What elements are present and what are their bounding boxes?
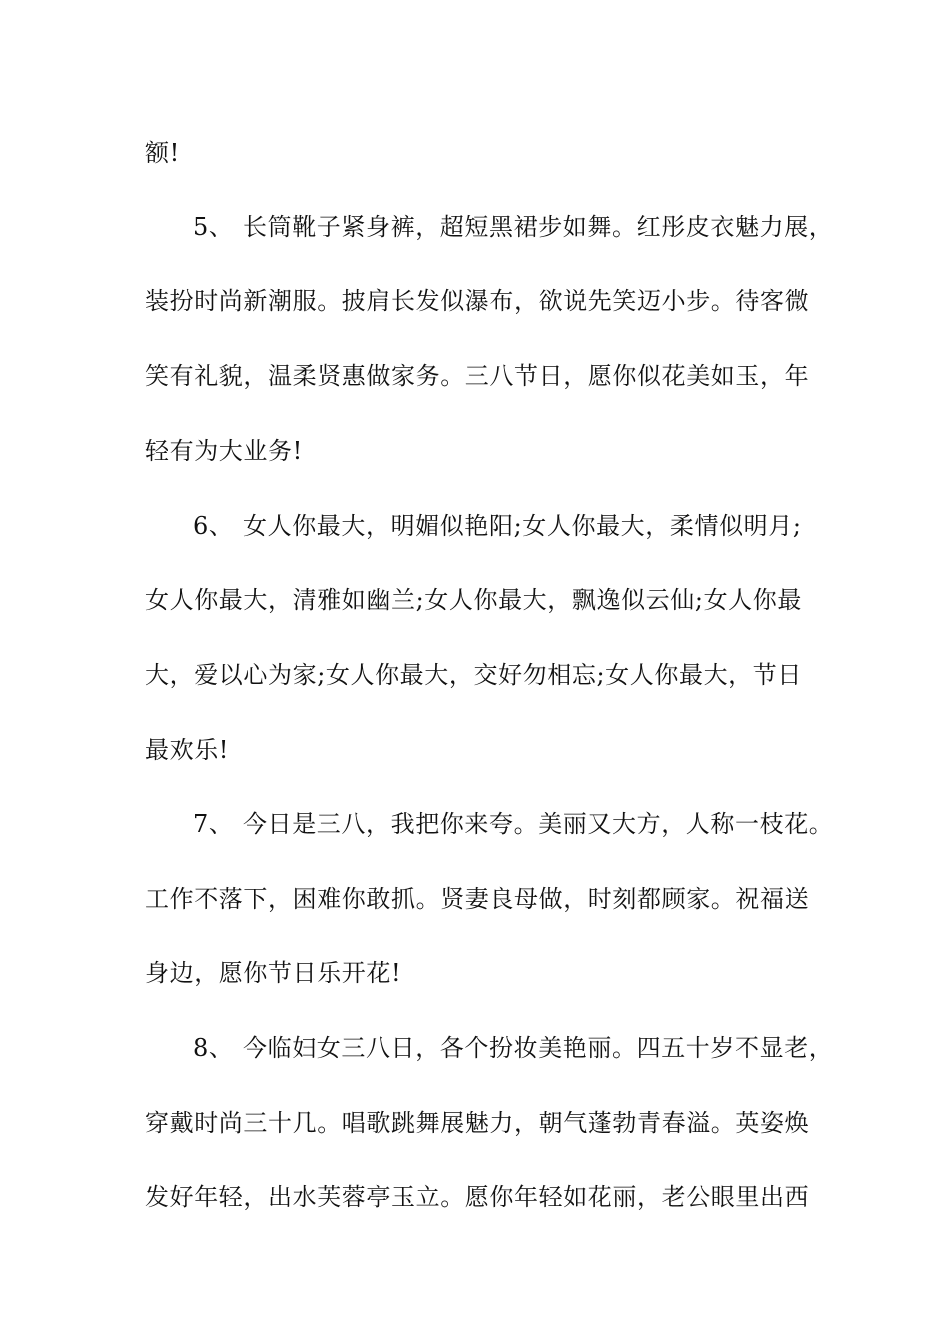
paragraph-line: 装扮时尚新潮服。披肩长发似瀑布，欲说先笑迈小步。待客微 xyxy=(145,287,810,315)
paragraph-line: 今临妇女三八日，各个扮妆美艳丽。四五十岁不显老， xyxy=(243,1034,834,1062)
paragraph-line: 今日是三八，我把你来夸。美丽又大方，人称一枝花。 xyxy=(243,810,834,838)
paragraph-line: 穿戴时尚三十几。唱歌跳舞展魅力，朝气蓬勃青春溢。英姿焕 xyxy=(145,1109,810,1137)
item-number: 6、 xyxy=(193,512,234,540)
paragraph-line: 额! xyxy=(145,139,180,167)
paragraph-line: 身边，愿你节日乐开花! xyxy=(145,959,402,987)
item-number: 7、 xyxy=(193,810,234,838)
paragraph-line: 轻有为大业务! xyxy=(145,437,303,465)
paragraph-line: 工作不落下，困难你敢抓。贤妻良母做，时刻都顾家。祝福送 xyxy=(145,885,810,913)
paragraph-7-first-line xyxy=(193,809,833,839)
item-number: 8、 xyxy=(193,1034,234,1062)
paragraph-line: 最欢乐! xyxy=(145,736,230,764)
paragraph-line: 长筒靴子紧身裤，超短黑裙步如舞。红彤皮衣魅力展， xyxy=(243,213,834,241)
paragraph-line: 大，爱以心为家;女人你最大，交好勿相忘;女人你最大，节日 xyxy=(145,661,802,689)
paragraph-line: 发好年轻，出水芙蓉亭玉立。愿你年轻如花丽，老公眼里出西 xyxy=(145,1183,810,1211)
paragraph-6-first-line xyxy=(193,511,802,541)
paragraph-8-first-line xyxy=(193,1033,833,1063)
item-number: 5、 xyxy=(193,213,234,241)
paragraph-5-first-line xyxy=(193,212,833,242)
paragraph-line: 笑有礼貌，温柔贤惠做家务。三八节日，愿你似花美如玉，年 xyxy=(145,362,810,390)
paragraph-line: 女人你最大，清雅如幽兰;女人你最大，飘逸似云仙;女人你最 xyxy=(145,586,802,614)
paragraph-line: 女人你最大，明媚似艳阳;女人你最大，柔情似明月; xyxy=(243,512,802,540)
